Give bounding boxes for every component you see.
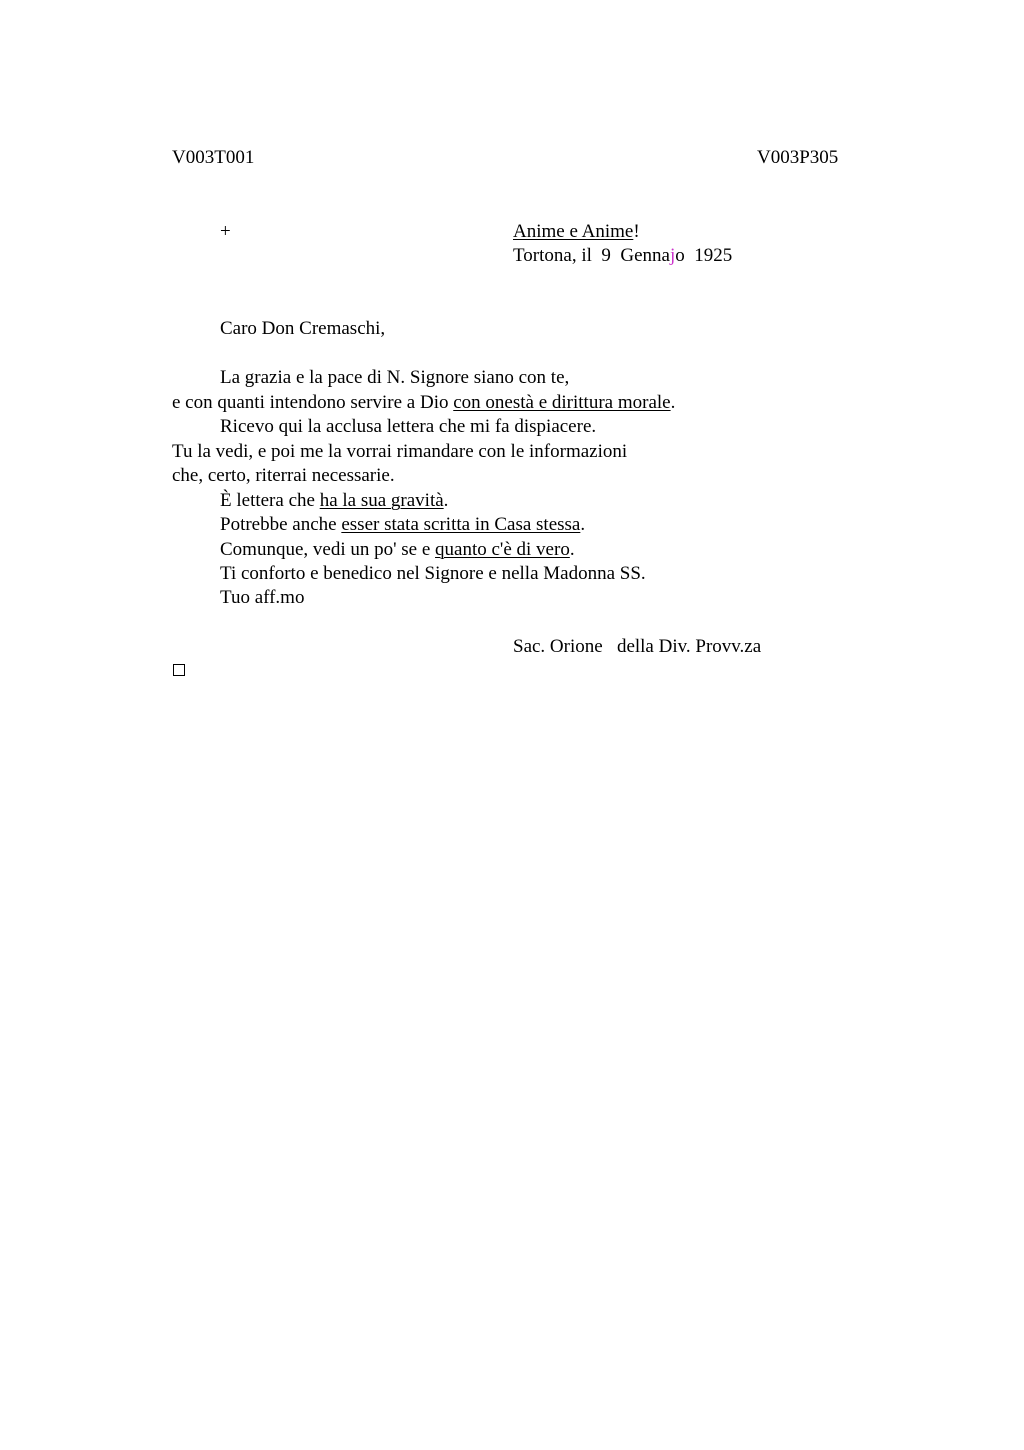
body-line-6-end: . [443, 490, 449, 511]
body-line-8-end: . [569, 539, 575, 560]
body-line-6 [220, 489, 448, 513]
body-line-7-underlined: esser stata scritta in Casa stessa [341, 514, 581, 535]
closing: Tuo aff.mo [220, 587, 305, 608]
body-line-5: che, certo, riterrai necessarie. [172, 465, 395, 486]
body-line-8 [220, 538, 575, 562]
body-line-1: La grazia e la pace di N. Signore siano con te, [220, 367, 570, 388]
motto [513, 220, 640, 244]
body-line-7-text: Potrebbe anche [220, 514, 342, 535]
salutation: Caro Don Cremaschi, [220, 318, 386, 339]
body-line-2 [172, 391, 675, 415]
body-line-8-text: Comunque, vedi un po' se e [220, 539, 436, 560]
date-highlight-letter: j [669, 245, 676, 266]
date-part-1: Tortona, il 9 Genna [513, 245, 670, 266]
body-line-2-text: e con quanti intendono servire a Dio [172, 392, 454, 413]
body-line-6-underlined: ha la sua gravità [319, 490, 444, 511]
body-line-8-underlined: quanto c'è di vero [435, 539, 570, 560]
body-line-7-end: . [580, 514, 586, 535]
empty-square-icon [173, 664, 185, 676]
body-line-9: Ti conforto e benedico nel Signore e nella Madonna SS. [220, 563, 646, 584]
motto-underlined: Anime e Anime [513, 221, 634, 242]
signature: Sac. Orione della Div. Provv.za [513, 636, 762, 657]
cross-mark: + [220, 221, 231, 242]
body-line-3: Ricevo qui la acclusa lettera che mi fa dispiacere. [220, 416, 597, 437]
body-line-6-text: È lettera che [220, 490, 320, 511]
date-line [513, 244, 732, 268]
body-line-4: Tu la vedi, e poi me la vorrai rimandare con le informazioni [172, 441, 628, 462]
body-line-2-end: . [670, 392, 676, 413]
page-code-right: V003P305 [757, 147, 839, 168]
motto-exclamation: ! [633, 221, 640, 242]
body-line-7 [220, 513, 585, 537]
date-part-2: o 1925 [675, 245, 733, 266]
document-code-left: V003T001 [172, 147, 255, 168]
body-line-2-underlined: con onestà e dirittura morale [453, 392, 671, 413]
